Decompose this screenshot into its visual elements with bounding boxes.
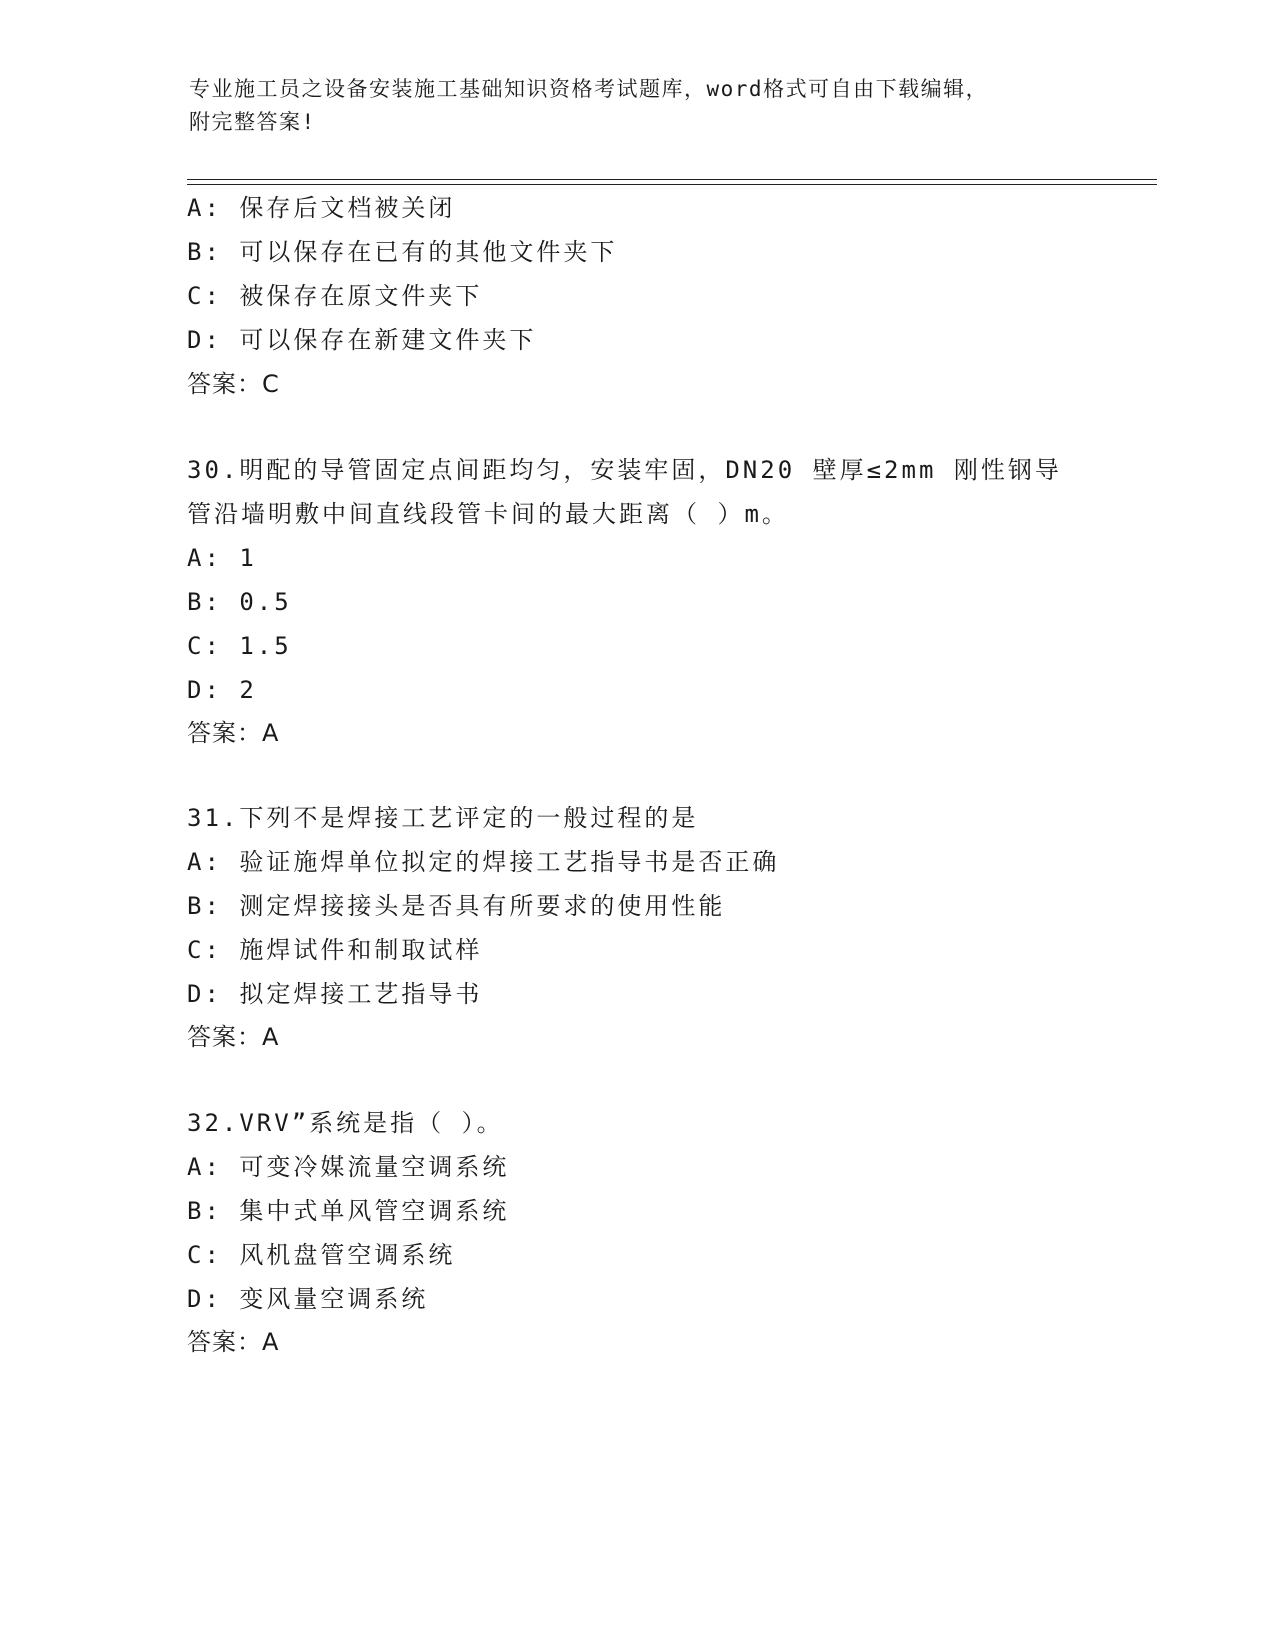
option-c: C: 1.5 [187,632,292,660]
document-header [189,73,1089,139]
answer-line: 答案：A [187,1328,280,1356]
option-c: C: 被保存在原文件夹下 [187,282,483,310]
option-a: A: 可变冷媒流量空调系统 [187,1153,510,1181]
answer-line: 答案：C [187,370,280,398]
header-line-2: 附完整答案! [189,110,316,134]
option-c: C: 施焊试件和制取试样 [187,936,483,964]
question-30-line-2: 管沿墙明敷中间直线段管卡间的最大距离（ ）m。 [187,500,789,528]
header-divider-top [187,179,1157,180]
option-a: A: 保存后文档被关闭 [187,194,456,222]
option-a: A: 1 [187,544,257,572]
option-c: C: 风机盘管空调系统 [187,1241,456,1269]
option-d: D: 拟定焊接工艺指导书 [187,980,483,1008]
option-a: A: 验证施焊单位拟定的焊接工艺指导书是否正确 [187,848,780,876]
option-b: B: 集中式单风管空调系统 [187,1197,510,1225]
option-d: D: 可以保存在新建文件夹下 [187,326,537,354]
option-b: B: 0.5 [187,588,292,616]
question-32-line-1: 32.VRV”系统是指（ ）。 [187,1109,504,1137]
option-d: D: 变风量空调系统 [187,1285,429,1313]
header-line-1: 专业施工员之设备安装施工基础知识资格考试题库，word格式可自由下载编辑， [189,77,989,101]
question-30-line-1: 30.明配的导管固定点间距均匀，安装牢固，DN20 壁厚≤2mm 刚性钢导 [187,456,1062,484]
header-divider-bottom [187,184,1157,185]
answer-line: 答案：A [187,1023,280,1051]
option-b: B: 可以保存在已有的其他文件夹下 [187,238,618,266]
answer-line: 答案：A [187,719,280,747]
option-b: B: 测定焊接接头是否具有所要求的使用性能 [187,892,726,920]
question-31-line-1: 31.下列不是焊接工艺评定的一般过程的是 [187,804,699,832]
option-d: D: 2 [187,676,257,704]
